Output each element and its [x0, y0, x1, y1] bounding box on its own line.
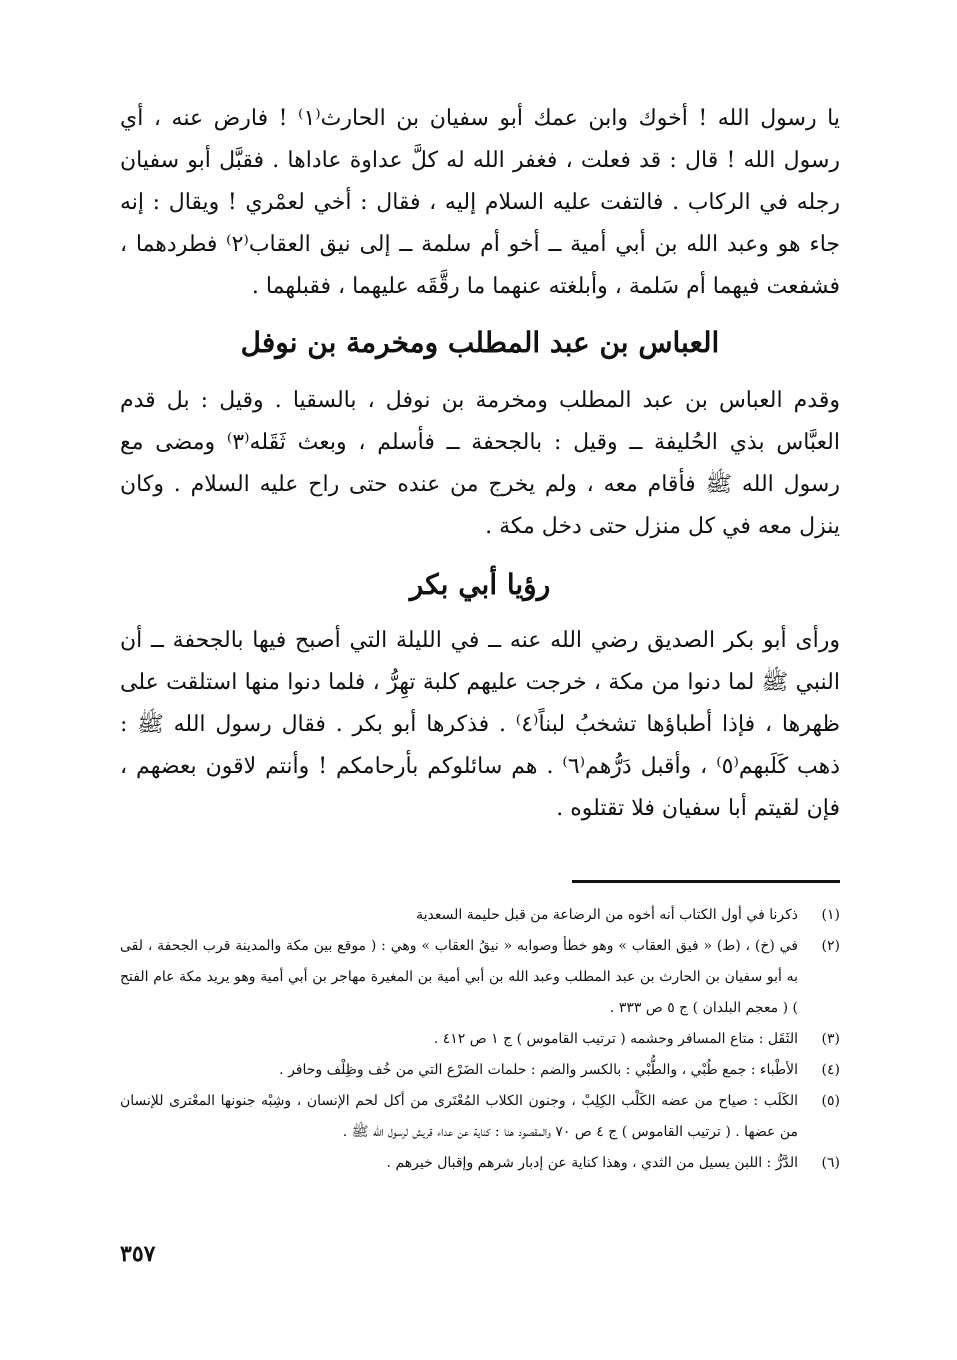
- footnote-6: [120, 1148, 840, 1179]
- section-heading-abbas: العباس بن عبد المطلب ومخرمة بن نوفل: [240, 326, 720, 359]
- footnote-number: (٢): [821, 938, 840, 954]
- footnote-number: (١): [821, 907, 840, 923]
- footnote-separator: [572, 880, 840, 883]
- footnote-4: [120, 1055, 840, 1086]
- footnote-text: الأطْباء : جمع طُبْي ، والطُّبْي : بالكسر والضم : حلمات الضَرْع التي من خُف وظِلْف وحافر .: [279, 1062, 798, 1078]
- footnote-1: [120, 900, 840, 931]
- footnote-number: (٥): [821, 1093, 840, 1109]
- footnote-2: [120, 931, 840, 1024]
- footnote-text: ذكرنا في أول الكتاب أنه أخوه من الرضاعة من قبل حليمة السعدية: [416, 907, 798, 923]
- footnote-text: الدَّرُّ : اللبن يسيل من الثدي ، وهذا كناية عن إدبار شرهم وإقبال خيرهم .: [386, 1155, 798, 1171]
- footnote-number: (٣): [821, 1031, 840, 1047]
- footnote-3: [120, 1024, 840, 1055]
- footnote-text: الكَلَب : صياح من عضه الكَلْب الكِلِبْ ، وجنون الكلاب المُعْتَرى من أكل لحم الإنسان ، وشِبْه جنونها المعْترى للإنسان من عضها . ( ترتيب القاموس ) ج ٤ ص ٧٠ والمقصود هنا : كناية عن عداء قريش لرسول الله ﷺ .: [120, 1093, 798, 1140]
- main-text-middle: [120, 380, 840, 548]
- footnote-text: الثَقَل : متاع المسافر وحشمه ( ترتيب القاموس ) ج ١ ص ٤١٢ .: [433, 1031, 798, 1047]
- footnote-number: (٦): [821, 1155, 840, 1171]
- footnote-number: (٤): [821, 1062, 840, 1078]
- paragraph-1: يا رسول الله ! أخوك وابن عمك أبو سفيان بن الحارث⁽١⁾ ! فارض عنه ، أي رسول الله ! قال : قد فعلت ، فغفر الله له كلَّ عداوة عاداها . فقبَّل أبو سفيان رجله في الركاب . فالتفت عليه السلام إليه ، فقال : أخي لعمْري ! ويقال : إنه جاء هو وعبد الله بن أبي أمية ــ أخو أم سلمة ــ إلى نيق العقاب⁽٢⁾ فطردهما ، فشفعت فيهما أم سَلمة ، وأبلغته عنهما ما رقَّقَه عليهما ، فقبلهما .: [120, 106, 840, 299]
- main-text-bottom: [120, 620, 840, 830]
- main-text-top: [120, 98, 840, 308]
- page-number: ٣٥٧: [120, 1241, 156, 1267]
- section-heading-abubakr-dream: رؤيا أبي بكر: [409, 568, 551, 601]
- footnote-5: [120, 1086, 840, 1148]
- footnotes: [120, 900, 840, 1179]
- footnote-text: في (خ) ، (ط) « فيق العقاب » وهو خطأ وصوابه « نيقُ العقاب » وهي : ( موقع بين مكة والمدينة قرب الجحفة ، لقى به أبو سفيان بن الحارث بن عبد المطلب وعبد الله بن أبي أمية بن المغيرة مهاجر بن أبي أمية وهو يريد مكة عام الفتح ) ( معجم البلدان ) ج ٥ ص ٣٣٣ .: [120, 938, 798, 1016]
- paragraph-3: ورأى أبو بكر الصديق رضي الله عنه ــ في الليلة التي أصبح فيها بالجحفة ــ أن النبي ﷺ لما دنوا من مكة ، خرجت عليهم كلبة تهِرُّ ، فلما دنوا منها استلقت على ظهرها ، فإذا أطباؤها تشخبُ لبناً⁽٤⁾ . فذكرها أبو بكر . فقال رسول الله ﷺ : ذهب كَلَبهم⁽٥⁾ ، وأقبل دَرُّهم⁽٦⁾ . هم سائلوكم بأرحامكم ! وأنتم لاقون بعضهم ، فإن لقيتم أبا سفيان فلا تقتلوه .: [120, 628, 841, 821]
- paragraph-2: وقدم العباس بن عبد المطلب ومخرمة بن نوفل ، بالسقيا . وقيل : بل قدم العبَّاس بذي الحُليفة ــ وقيل : بالجحفة ــ فأسلم ، وبعث ثَقَله⁽٣⁾ ومضى مع رسول الله ﷺ فأقام معه ، ولم يخرج من عنده حتى راح عليه السلام . وكان ينزل معه في كل منزل حتى دخل مكة .: [120, 388, 840, 539]
